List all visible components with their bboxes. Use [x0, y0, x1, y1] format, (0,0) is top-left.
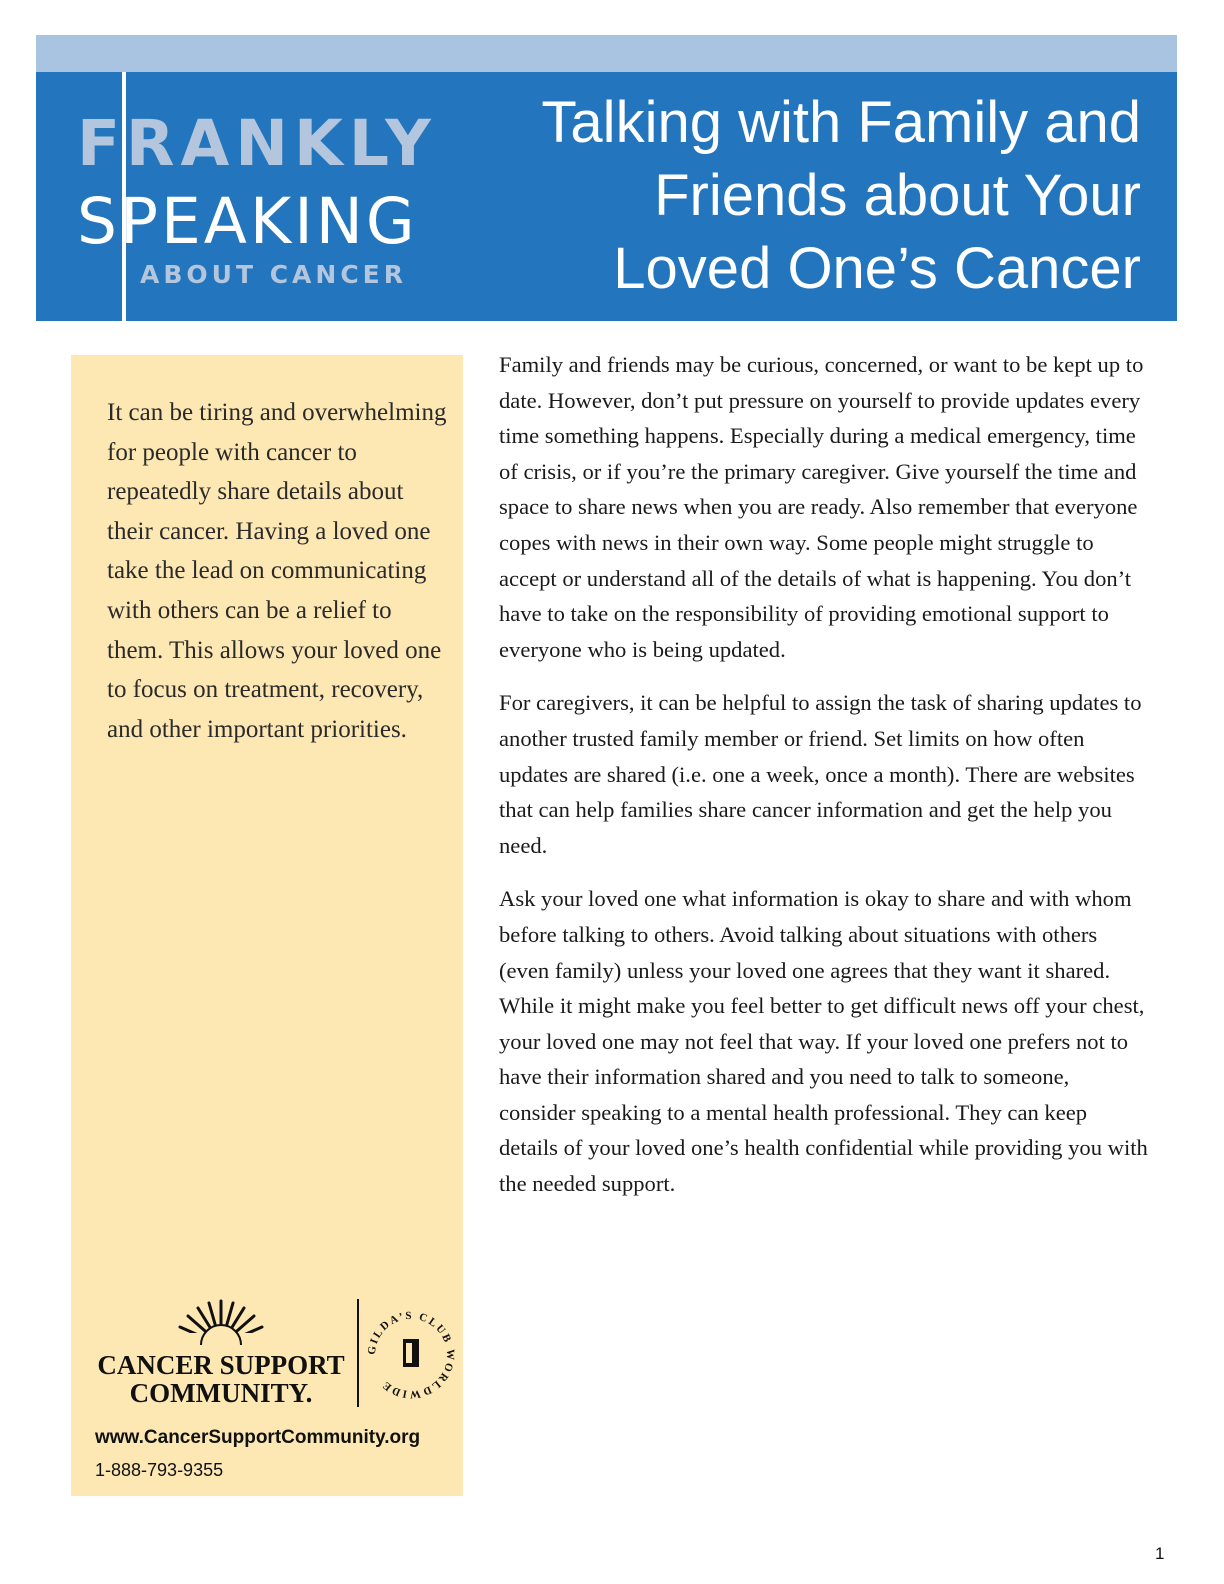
header-accent-stripe: [36, 35, 1177, 72]
org-name-line-2: COMMUNITY.: [129, 1378, 313, 1408]
logo-line-frankly: FRANKLY: [77, 107, 437, 180]
page-header: [36, 72, 1177, 321]
title-line-2: Friends about Your: [654, 163, 1141, 228]
page-title: [501, 86, 1141, 305]
logo-divider: [357, 1299, 359, 1407]
org-name-line-1: CANCER SUPPORT: [97, 1350, 345, 1380]
body-paragraph-3: Ask your loved one what information is okay to share and with whom before talking to others. Avoid talking about situations with others (even family) unless your loved one agrees that they want it shared. While it might make you feel better to get difficult news off your chest, your loved one may not feel that way. If your loved one prefers not to have their information shared and you need to talk to someone, consider speaking to a mental health professional. They can keep details of your loved one’s health confidential while providing you with the needed support.: [499, 886, 1148, 1197]
title-line-3: Loved One’s Cancer: [613, 236, 1141, 301]
body-paragraph-1: Family and friends may be curious, concerned, or want to be kept up to date. However, don’t put pressure on yourself to provide updates every time something happens. Especially during a medical emergency, time of crisis, or if you’re the primary caregiver. Give yourself the time and space to share news when you are ready. Also remember that everyone copes with news in their own way. Some people might struggle to accept or understand all of the details of what is happening. You don’t have to take on the responsibility of providing emotional support to everyone who is being updated.: [499, 352, 1144, 662]
cancer-support-community-logo: [95, 1297, 455, 1412]
phone-number: 1-888-793-9355: [95, 1460, 224, 1480]
sunburst-icon: [171, 1297, 271, 1347]
frankly-speaking-logo: [36, 72, 506, 321]
logo-line-about-cancer: ABOUT CANCER: [140, 260, 408, 289]
website-link[interactable]: www.CancerSupportCommunity.org: [95, 1427, 421, 1448]
org-name: [95, 1351, 347, 1407]
logo-line-speaking: SPEAKING: [77, 185, 418, 258]
page-number: 1: [1155, 1544, 1165, 1563]
body-paragraph-2: For caregivers, it can be helpful to assign the task of sharing updates to another trusted family member or friend. Set limits on how often updates are shared (i.e. one a week, once a month). There are websites that can help families share cancer information and get the help you need.: [499, 690, 1142, 858]
title-line-1: Talking with Family and: [541, 90, 1141, 155]
gildas-club-text: GILDA’S CLUB WORLDWIDE: [365, 1309, 457, 1401]
article-body: [499, 347, 1149, 1220]
gildas-club-logo: [365, 1303, 457, 1403]
sidebar-callout-box: [71, 355, 463, 1496]
sidebar-callout-text: It can be tiring and overwhelming for people with cancer to repeatedly share details about their cancer. Having a loved one take the lead on communicating with others can be a relief to them. This allows your loved one to focus on treatment, recovery, and other important priorities.: [107, 399, 447, 743]
